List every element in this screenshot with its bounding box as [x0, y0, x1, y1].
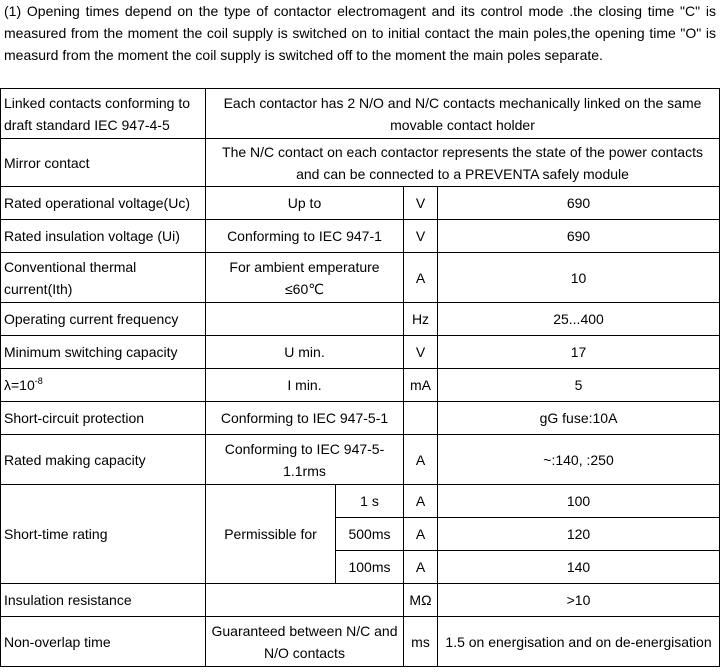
table-row: [1, 253, 720, 303]
table-row: [1, 303, 720, 336]
row-description: The N/C contact on each contactor represents the state of the power contacts and can be connected to a PREVENTA safely module: [206, 139, 720, 187]
row-value: gG fuse:10A: [438, 402, 720, 435]
row-label: Non-overlap time: [1, 617, 206, 667]
table-row: [1, 584, 720, 617]
table-row: [1, 220, 720, 253]
row-value: 10: [438, 253, 720, 303]
row-value: 1.5 on energisation and on de-energisation: [438, 617, 720, 667]
intro-note: [4, 0, 716, 66]
row-label: Short-circuit protection: [1, 402, 206, 435]
row-unit: A: [404, 518, 438, 551]
row-value: 690: [438, 187, 720, 220]
row-value: 120: [438, 518, 720, 551]
row-value: 690: [438, 220, 720, 253]
row-description: Each contactor has 2 N/O and N/C contacts mechanically linked on the same movable contact holder: [206, 89, 720, 139]
row-unit: A: [404, 485, 438, 518]
row-unit: mA: [404, 369, 438, 402]
row-condition: For ambient emperature ≤60℃: [206, 253, 404, 303]
row-unit: [404, 402, 438, 435]
row-label: Rated making capacity: [1, 435, 206, 485]
row-value: 17: [438, 336, 720, 369]
row-condition: Conforming to IEC 947-5-1.1rms: [206, 435, 404, 485]
row-unit: V: [404, 187, 438, 220]
row-condition: Conforming to IEC 947-5-1: [206, 402, 404, 435]
table-row: [1, 89, 720, 139]
row-condition: Guaranteed between N/C and N/O contacts: [206, 617, 404, 667]
row-label: [1, 369, 206, 402]
spec-table: [0, 88, 720, 667]
row-condition: Permissible for: [206, 485, 336, 584]
row-condition: I min.: [206, 369, 404, 402]
row-value: 25...400: [438, 303, 720, 336]
row-unit: Hz: [404, 303, 438, 336]
row-label: Mirror contact: [1, 139, 206, 187]
row-time: 1 s: [336, 485, 404, 518]
row-condition: [206, 303, 404, 336]
row-value: 5: [438, 369, 720, 402]
row-condition: Up to: [206, 187, 404, 220]
table-row: [1, 617, 720, 667]
table-row: [1, 485, 720, 518]
row-label: Rated insulation voltage (Ui): [1, 220, 206, 253]
row-unit: V: [404, 220, 438, 253]
table-row: [1, 187, 720, 220]
row-unit: ms: [404, 617, 438, 667]
table-row: [1, 435, 720, 485]
row-label: Conventional thermal current(Ith): [1, 253, 206, 303]
row-label: Operating current frequency: [1, 303, 206, 336]
row-value: 140: [438, 551, 720, 584]
row-unit: A: [404, 435, 438, 485]
intro-text: (1) Opening times depend on the type of contactor electromagent and its control mode .the closing time "C" is measured from the moment the coil supply is switched on to initial contact the main poles,the opening time "O" is measurd from the moment the coil supply is switched off to the moment the main poles separate.: [4, 3, 716, 63]
row-unit: MΩ: [404, 584, 438, 617]
table-row: [1, 402, 720, 435]
row-label: Minimum switching capacity: [1, 336, 206, 369]
row-condition: U min.: [206, 336, 404, 369]
table-row: [1, 139, 720, 187]
row-unit: A: [404, 253, 438, 303]
table-row: [1, 369, 720, 402]
row-condition: [206, 584, 404, 617]
row-value: 100: [438, 485, 720, 518]
row-label: Short-time rating: [1, 485, 206, 584]
lambda-exponent: -8: [34, 376, 43, 386]
row-label: Linked contacts conforming to draft standard IEC 947-4-5: [1, 89, 206, 139]
row-condition: Conforming to IEC 947-1: [206, 220, 404, 253]
row-label: Rated operational voltage(Uc): [1, 187, 206, 220]
row-time: 500ms: [336, 518, 404, 551]
row-value: >10: [438, 584, 720, 617]
row-time: 100ms: [336, 551, 404, 584]
row-label: Insulation resistance: [1, 584, 206, 617]
lambda-base: λ=10: [4, 377, 35, 393]
row-unit: V: [404, 336, 438, 369]
row-value: ~:140, :250: [438, 435, 720, 485]
table-row: [1, 336, 720, 369]
row-unit: A: [404, 551, 438, 584]
